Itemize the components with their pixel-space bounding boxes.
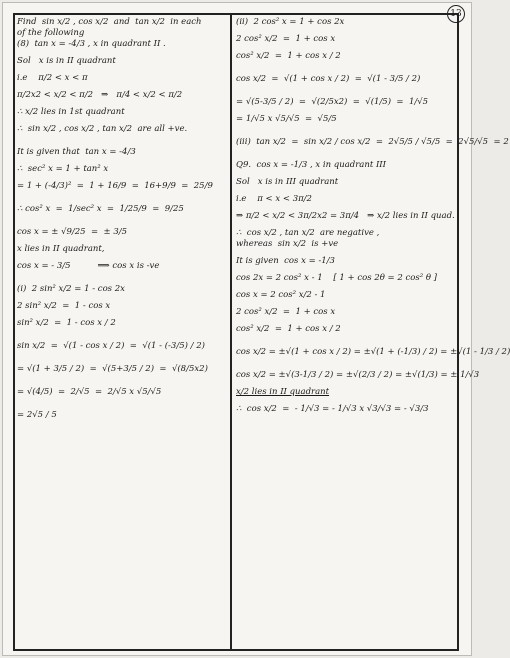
answer-line: = 2√5 / 5 [17, 410, 57, 420]
solution-line: i.e π < x < 3π/2 [236, 194, 312, 204]
solution-line: ⇒ π/2 < x/2 < 3π/2x2 = 3π/4 ⇒ x/2 lies in II quad. [236, 211, 455, 221]
solution-line: ∴ x/2 lies in 1st quadrant [17, 107, 125, 117]
solution-line: Sol x is in II quadrant [17, 56, 116, 66]
part-ii-heading: (ii) 2 cos² x = 1 + cos 2x [236, 17, 345, 27]
question-8: (8) tan x = -4/3 , x in quadrant II . [17, 39, 166, 49]
solution-line: π/2x2 < x/2 < π/2 ⇒ π/4 < x/2 < π/2 [17, 90, 183, 100]
solution-line: ∴ cos x/2 , tan x/2 are negative , [236, 228, 380, 238]
solution-line: cos x = - 3/5 ⟹ cos x is -ve [17, 261, 160, 271]
solution-line: ∴ cos² x = 1/sec² x = 1/25/9 = 9/25 [17, 204, 184, 214]
question-statement: Find sin x/2 , cos x/2 and tan x/2 in each [17, 17, 202, 27]
solution-line: = √(1 + 3/5 / 2) = √(5+3/5 / 2) = √(8/5x2) [17, 364, 208, 374]
solution-line: = 1 + (-4/3)² = 1 + 16/9 = 16+9/9 = 25/9 [17, 181, 213, 191]
page-number: 13 [447, 5, 465, 23]
solution-line: ∴ sec² x = 1 + tan² x [17, 164, 109, 174]
solution-line: It is given that tan x = -4/3 [17, 147, 136, 157]
part-iii-heading: (iii) tan x/2 = sin x/2 / cos x/2 = 2√5/5 / √5/5 = 2√5/√5 = 2 [236, 137, 509, 147]
solution-line: = √(5-3/5 / 2) = √(2/5x2) = √(1/5) = 1/√5 [236, 97, 429, 107]
solution-line: ∴ sin x/2 , cos x/2 , tan x/2 are all +ve. [17, 124, 188, 134]
solution-line: cos x/2 = ±√(1 + cos x / 2) = ±√(1 + (-1/3) / 2) = ±√(1 - 1/3 / 2) [236, 347, 510, 357]
solution-line: It is given cos x = -1/3 [236, 256, 335, 266]
part-i-heading: (i) 2 sin² x/2 = 1 - cos 2x [17, 284, 125, 294]
solution-line: cos x/2 = √(1 + cos x / 2) = √(1 - 3/5 / 2) [236, 74, 421, 84]
solution-line: cos x/2 = ±√(3-1/3 / 2) = ±√(2/3 / 2) = ±√(1/3) = ± 1/√3 [236, 370, 480, 380]
column-divider [230, 13, 232, 651]
solution-line: 2 cos² x/2 = 1 + cos x [236, 34, 336, 44]
solution-line: cos x = 2 cos² x/2 - 1 [236, 290, 326, 300]
solution-line: cos 2x = 2 cos² x - 1 [ 1 + cos 2θ = 2 cos² θ ] [236, 273, 437, 283]
answer-line: ∴ cos x/2 = - 1/√3 = - 1/√3 x √3/√3 = - √3/3 [236, 404, 429, 414]
solution-line: 2 cos² x/2 = 1 + cos x [236, 307, 336, 317]
solution-line: = √(4/5) = 2/√5 = 2/√5 x √5/√5 [17, 387, 162, 397]
solution-line: whereas sin x/2 is +ve [236, 239, 339, 249]
solution-line: cos² x/2 = 1 + cos x / 2 [236, 324, 341, 334]
question-9: Q9. cos x = -1/3 , x in quadrant III [236, 160, 387, 170]
solution-line: cos² x/2 = 1 + cos x / 2 [236, 51, 341, 61]
right-column [236, 17, 510, 415]
answer-line: = 1/√5 x √5/√5 = √5/5 [236, 114, 337, 124]
notebook-page [2, 2, 510, 656]
solution-line: sin² x/2 = 1 - cos x / 2 [17, 318, 116, 328]
solution-line: sin x/2 = √(1 - cos x / 2) = √(1 - (-3/5) / 2) [17, 341, 205, 351]
question-statement: of the following [17, 28, 85, 38]
solution-line: x/2 lies in II quadrant [236, 387, 330, 397]
left-column [17, 17, 227, 421]
solution-line: i.e π/2 < x < π [17, 73, 88, 83]
solution-line: x lies in II quadrant, [17, 244, 105, 254]
solution-line: Sol x is in III quadrant [236, 177, 339, 187]
solution-line: 2 sin² x/2 = 1 - cos x [17, 301, 111, 311]
solution-line: cos x = ± √9/25 = ± 3/5 [17, 227, 128, 237]
